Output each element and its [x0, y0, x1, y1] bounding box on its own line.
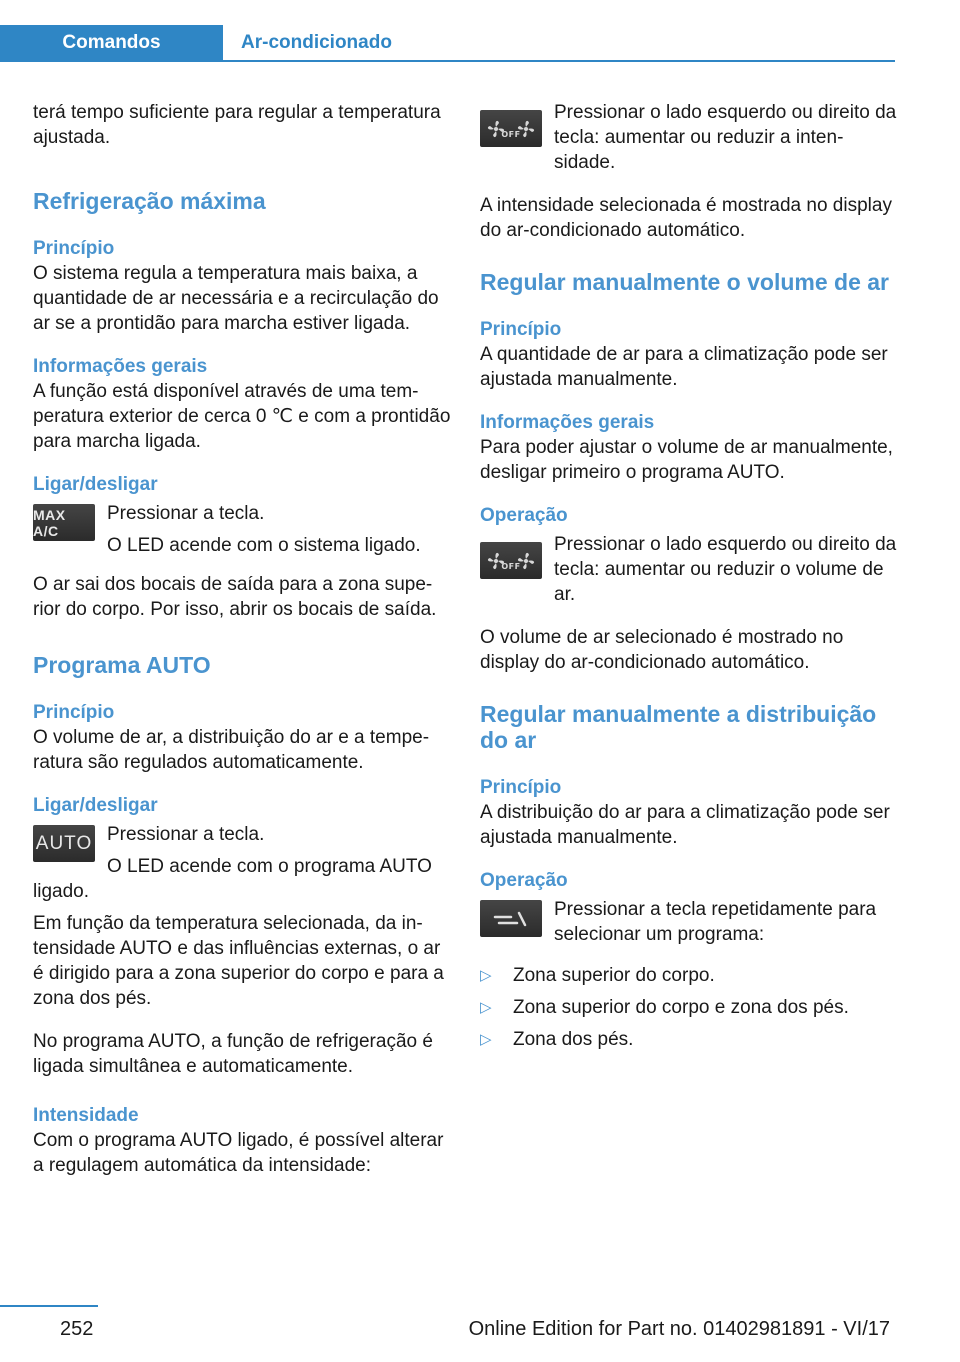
program-list — [480, 963, 898, 1052]
heading-distribuicao: Regular manualmente a distribuição do ar — [480, 701, 877, 753]
saida-text: O ar sai dos bocais de saída para a zona superior do corpo. Por isso, abrir os bocais de saída. — [33, 574, 437, 620]
principio-text: O volume de ar, a distribuição do ar e a temperatura são regulados automaticamente. — [33, 727, 430, 773]
distribution-row — [480, 897, 898, 947]
right-column — [480, 100, 898, 1059]
intensidade-display-text: A intensidade selecionada é mostrada no display do ar-condicionado automático. — [480, 195, 892, 241]
intro-text: terá tempo suficiente para regular a temperatura ajustada. — [33, 102, 441, 148]
maxac-row — [33, 501, 451, 558]
list-item: ▷ Zona superior do corpo e zona dos pés. — [480, 997, 849, 1018]
auto-button-icon: AUTO — [33, 825, 95, 862]
heading-programa-auto: Programa AUTO — [33, 652, 211, 678]
subsection-tab: Ar-condicionado — [241, 31, 392, 53]
fan-button-icon — [480, 542, 542, 579]
triangle-bullet-icon: ▷ — [480, 1031, 492, 1048]
triangle-bullet-icon: ▷ — [480, 999, 492, 1016]
fan-row — [480, 532, 898, 607]
heading-principio: Princípio — [33, 702, 115, 723]
heading-principio: Princípio — [480, 319, 562, 340]
heading-principio: Princípio — [33, 238, 115, 259]
principio-text: A distribuição do ar para a climatização pode ser ajustada manualmente. — [480, 802, 890, 848]
section-tab: Comandos — [0, 25, 223, 60]
heading-refrigeracao: Refrigeração máxima — [33, 188, 266, 214]
heading-operacao: Operação — [480, 870, 568, 891]
heading-volume-ar: Regular manualmente o volume de ar — [480, 269, 890, 295]
principio-text: A quantidade de ar para a climatização pode ser ajustada manualmente. — [480, 344, 888, 390]
heading-operacao: Operação — [480, 505, 568, 526]
edition-text: Online Edition for Part no. 01402981891 - VI/17 — [468, 1318, 890, 1340]
left-column — [33, 100, 451, 1178]
heading-intensidade: Intensidade — [33, 1105, 139, 1126]
fan-off-label: OFF — [501, 561, 521, 571]
page-number: 252 — [60, 1318, 94, 1340]
header-rule — [0, 60, 895, 62]
heading-informacoes: Informações gerais — [480, 412, 655, 433]
max-ac-button-icon: MAX A/C — [33, 504, 95, 541]
heading-ligar: Ligar/desligar — [33, 795, 158, 816]
heading-principio: Princípio — [480, 777, 562, 798]
heading-informacoes: Informações gerais — [33, 356, 208, 377]
press-text: Pressionar a tecla. — [107, 824, 265, 845]
page-header — [0, 25, 895, 62]
fan-button-icon — [480, 110, 542, 147]
informacoes-text: Para poder ajustar o volume de ar manualmente, desligar primeiro o programa AUTO. — [480, 437, 893, 483]
intensidade-text: Com o programa AUTO ligado, é possível alterar a regulagem automática da intensidade: — [33, 1130, 444, 1176]
programa-text: No programa AUTO, a função de refrigeração é ligada simultânea e automaticamente. — [33, 1031, 433, 1077]
footer-rule — [0, 1305, 98, 1307]
informacoes-text: A função está disponível através de uma temperatura exterior de cerca 0 ℃ e com a prontidão para marcha ligada. — [33, 381, 451, 452]
volume-display-text: O volume de ar selecionado é mostrado no display do ar-condicionado automático. — [480, 627, 844, 673]
principio-text: O sistema regula a temperatura mais baixa, a quantidade de ar necessária e a recirculação do ar se a prontidão para marcha estiver ligada. — [33, 263, 439, 334]
air-distribution-icon — [480, 900, 542, 937]
led-text: O LED acende com o sistema ligado. — [107, 535, 421, 556]
list-item: ▷ Zona superior do corpo. — [480, 965, 715, 986]
press-text: Pressionar a tecla. — [107, 503, 265, 524]
triangle-bullet-icon: ▷ — [480, 967, 492, 984]
press-volume-text: Pressionar o lado esquerdo ou direito da tecla: aumentar ou reduzir o volume de ar. — [554, 534, 897, 605]
auto-row — [33, 822, 451, 904]
fan-off-label: OFF — [501, 129, 521, 139]
led-text: O LED acende com o programa AUTO ligado. — [33, 856, 432, 902]
list-item: ▷ Zona dos pés. — [480, 1029, 634, 1050]
fan-row — [480, 100, 898, 175]
press-distribuicao-text: Pressionar a tecla repetidamente para selecionar um programa: — [554, 899, 877, 945]
press-intensidade-text: Pressionar o lado esquerdo ou direito da tecla: aumentar ou reduzir a intensidade. — [554, 102, 897, 173]
heading-ligar: Ligar/desligar — [33, 474, 158, 495]
funcao-text: Em função da temperatura selecionada, da intensidade AUTO e das influências externas, o ar é dirigido para a zona superior do corpo e para a zona dos pés. — [33, 913, 444, 1009]
